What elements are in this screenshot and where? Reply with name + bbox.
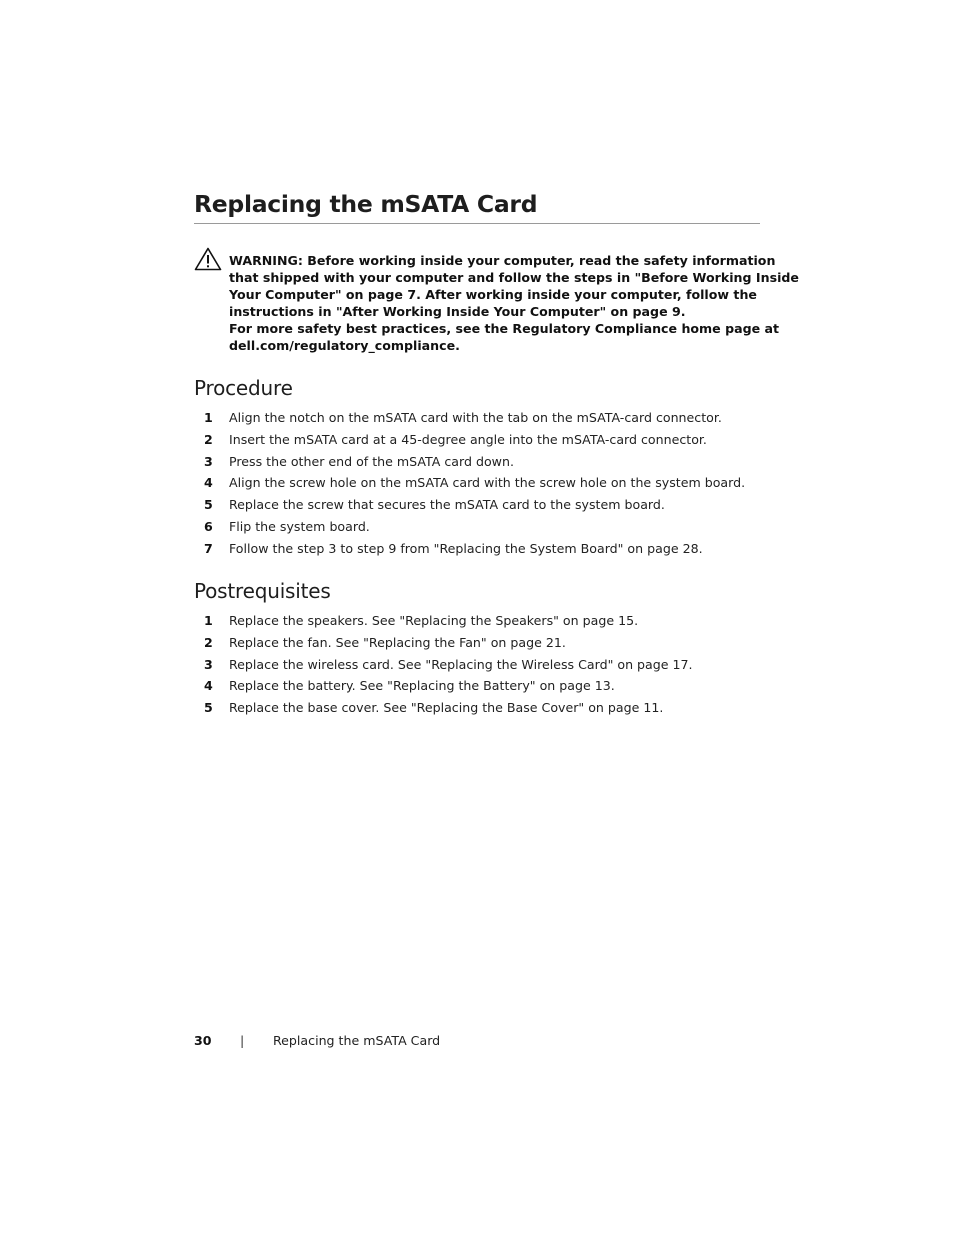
step-text: Replace the wireless card. See "Replacing the Wireless Card" on page 17.	[229, 656, 693, 672]
step-number: 2	[204, 634, 213, 650]
step-text: Press the other end of the mSATA card down.	[229, 453, 514, 469]
step-text: Replace the speakers. See "Replacing the Speakers" on page 15.	[229, 613, 639, 628]
postrequisites-heading: Postrequisites	[194, 579, 331, 603]
step-number: 4	[204, 678, 213, 694]
step-number: 3	[204, 656, 213, 672]
step-text: Align the screw hole on the mSATA card with the screw hole on the system board.	[229, 475, 746, 491]
warning-notice	[229, 252, 799, 354]
step-text: Insert the mSATA card at a 45-degree angle into the mSATA-card connector.	[229, 431, 707, 447]
step-number: 2	[204, 431, 213, 447]
page-number: 30	[194, 1033, 212, 1048]
footer-separator: |	[240, 1033, 245, 1048]
warning-line: For more safety best practices, see the Regulatory Compliance home page at	[229, 321, 780, 336]
step-number: 5	[204, 497, 213, 513]
step-text: Replace the screw that secures the mSATA card to the system board.	[229, 497, 665, 513]
step-text: Flip the system board.	[229, 518, 370, 534]
warning-line: WARNING: Before working inside your computer, read the safety information	[229, 253, 776, 268]
step-text: Follow the step 3 to step 9 from "Replacing the System Board" on page 28.	[229, 540, 703, 556]
page-title: Replacing the mSATA Card	[194, 190, 538, 218]
warning-line: Your Computer" on page 7. After working inside your computer, follow the	[229, 287, 757, 302]
warning-triangle-icon	[194, 247, 222, 271]
step-number: 4	[204, 475, 213, 491]
step-text: Align the notch on the mSATA card with the tab on the mSATA-card connector.	[229, 410, 722, 425]
step-number: 1	[204, 613, 213, 628]
warning-line: that shipped with your computer and follow the steps in "Before Working Inside	[229, 270, 799, 285]
step-text: Replace the base cover. See "Replacing the Base Cover" on page 11.	[229, 700, 664, 716]
title-divider	[194, 223, 760, 224]
step-number: 6	[204, 518, 213, 534]
warning-line: instructions in "After Working Inside Your Computer" on page 9.	[229, 304, 686, 319]
step-text: Replace the fan. See "Replacing the Fan" on page 21.	[229, 634, 566, 650]
warning-link-line: dell.com/regulatory_compliance.	[229, 338, 460, 353]
step-text: Replace the battery. See "Replacing the Battery" on page 13.	[229, 678, 615, 694]
step-number: 5	[204, 700, 213, 716]
step-number: 3	[204, 453, 213, 469]
procedure-heading: Procedure	[194, 376, 293, 400]
step-number: 1	[204, 410, 213, 425]
step-number: 7	[204, 540, 213, 556]
footer-doc-title: Replacing the mSATA Card	[273, 1033, 441, 1048]
